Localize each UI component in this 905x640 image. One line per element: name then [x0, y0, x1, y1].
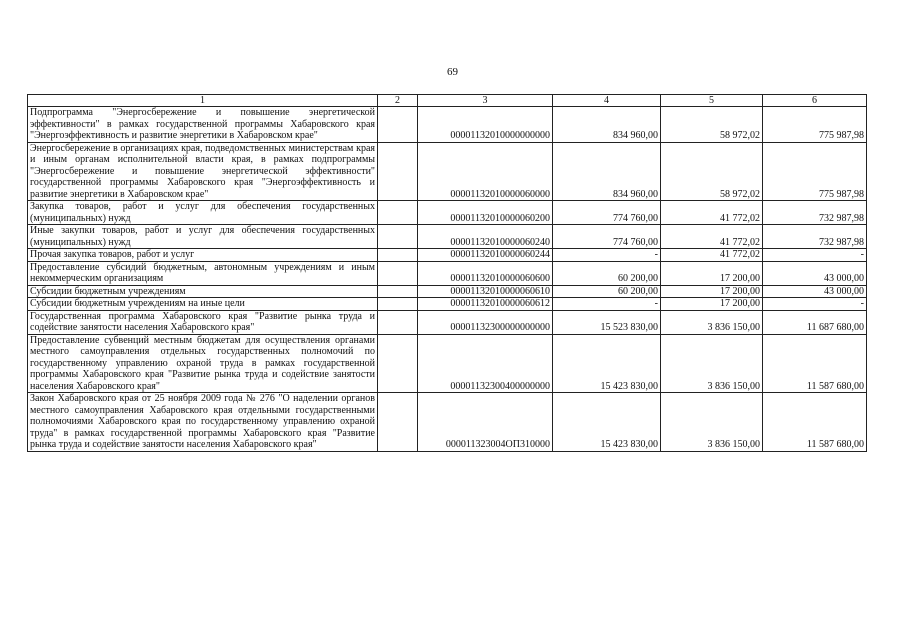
header-col-3: 3 — [418, 95, 553, 107]
header-col-1: 1 — [28, 95, 378, 107]
row-col5: 41 772,02 — [661, 225, 763, 249]
row-col5: 41 772,02 — [661, 249, 763, 262]
row-col6: 43 000,00 — [763, 285, 867, 298]
row-code: 00001132010000000000 — [418, 107, 553, 143]
row-name: Государственная программа Хабаровского края "Развитие рынка труда и содействие занятости населения Хабаровского края" — [28, 310, 378, 334]
row-col5: 17 200,00 — [661, 261, 763, 285]
row-col6: 43 000,00 — [763, 261, 867, 285]
row-code: 00001132010000060000 — [418, 142, 553, 201]
table-row — [28, 107, 867, 143]
row-col5: 17 200,00 — [661, 298, 763, 311]
row-col6: 775 987,98 — [763, 107, 867, 143]
table-row — [28, 285, 867, 298]
row-code: 000011323004ОП310000 — [418, 393, 553, 452]
row-col2 — [378, 393, 418, 452]
table-row — [28, 334, 867, 393]
table-row — [28, 393, 867, 452]
row-col5: 58 972,02 — [661, 107, 763, 143]
row-amount: 834 960,00 — [553, 142, 661, 201]
row-code: 00001132300000000000 — [418, 310, 553, 334]
row-col2 — [378, 107, 418, 143]
table-row — [28, 261, 867, 285]
row-amount: 15 423 830,00 — [553, 334, 661, 393]
row-col6: - — [763, 249, 867, 262]
row-col2 — [378, 225, 418, 249]
row-col6: - — [763, 298, 867, 311]
row-amount: 15 423 830,00 — [553, 393, 661, 452]
row-name: Иные закупки товаров, работ и услуг для обеспечения государственных (муниципальных) нужд — [28, 225, 378, 249]
header-col-6: 6 — [763, 95, 867, 107]
row-amount: 774 760,00 — [553, 225, 661, 249]
row-col6: 11 687 680,00 — [763, 310, 867, 334]
budget-table — [27, 94, 867, 452]
row-name: Закон Хабаровского края от 25 ноября 2009 года № 276 "О наделении органов местного самоуправления Хабаровского края отдельными государственными полномочиями Хабаровского края по государственному управлению охраной труда" в рамках государственной программы Хабаровского края "Развитие рынка труда и содействие занятости населения Хабаровского края" — [28, 393, 378, 452]
row-col6: 732 987,98 — [763, 225, 867, 249]
row-name: Прочая закупка товаров, работ и услуг — [28, 249, 378, 262]
row-col5: 58 972,02 — [661, 142, 763, 201]
row-amount: 60 200,00 — [553, 285, 661, 298]
row-col2 — [378, 334, 418, 393]
table-row — [28, 249, 867, 262]
header-col-2: 2 — [378, 95, 418, 107]
row-code: 00001132010000060610 — [418, 285, 553, 298]
row-col2 — [378, 285, 418, 298]
row-col2 — [378, 310, 418, 334]
row-col5: 41 772,02 — [661, 201, 763, 225]
row-col2 — [378, 298, 418, 311]
row-col2 — [378, 201, 418, 225]
row-code: 00001132010000060612 — [418, 298, 553, 311]
row-name: Предоставление субсидий бюджетным, автономным учреждениям и иным некоммерческим организациям — [28, 261, 378, 285]
row-name: Субсидии бюджетным учреждениям на иные цели — [28, 298, 378, 311]
row-col6: 11 587 680,00 — [763, 393, 867, 452]
row-amount: 834 960,00 — [553, 107, 661, 143]
row-col5: 17 200,00 — [661, 285, 763, 298]
row-code: 00001132010000060244 — [418, 249, 553, 262]
row-code: 00001132010000060600 — [418, 261, 553, 285]
row-code: 00001132300400000000 — [418, 334, 553, 393]
row-name: Подпрограмма "Энергосбережение и повышение энергетической эффективности" в рамках государственной программы Хабаровского края "Энергоэффективность и развитие энергетики в Хабаровском крае" — [28, 107, 378, 143]
row-col6: 732 987,98 — [763, 201, 867, 225]
row-col5: 3 836 150,00 — [661, 310, 763, 334]
row-col2 — [378, 142, 418, 201]
row-amount: - — [553, 249, 661, 262]
row-col5: 3 836 150,00 — [661, 393, 763, 452]
row-col2 — [378, 261, 418, 285]
row-col6: 775 987,98 — [763, 142, 867, 201]
table-header-row — [28, 95, 867, 107]
row-code: 00001132010000060200 — [418, 201, 553, 225]
row-name: Энергосбережение в организациях края, подведомственных министерствам края и иным органам исполнительной власти края, в рамках подпрограммы "Энергосбережение и повышение энергетической эффективности" государственной программы Хабаровского края "Энергоэффективность и развитие энергетики в Хабаровском крае" — [28, 142, 378, 201]
header-col-5: 5 — [661, 95, 763, 107]
header-col-4: 4 — [553, 95, 661, 107]
row-amount: 774 760,00 — [553, 201, 661, 225]
row-amount: 15 523 830,00 — [553, 310, 661, 334]
row-amount: 60 200,00 — [553, 261, 661, 285]
table-row — [28, 142, 867, 201]
row-amount: - — [553, 298, 661, 311]
row-name: Закупка товаров, работ и услуг для обеспечения государственных (муниципальных) нужд — [28, 201, 378, 225]
page-number: 69 — [447, 66, 458, 78]
row-name: Предоставление субвенций местным бюджетам для осуществления органами местного самоуправления отдельных государственных полномочий по государственному управлению охраной труда в рамках государственной программы Хабаровского края "Развитие рынка труда и содействие занятости населения Хабаровского края" — [28, 334, 378, 393]
table-row — [28, 310, 867, 334]
row-col2 — [378, 249, 418, 262]
table-row — [28, 298, 867, 311]
row-name: Субсидии бюджетным учреждениям — [28, 285, 378, 298]
table-row — [28, 225, 867, 249]
row-code: 00001132010000060240 — [418, 225, 553, 249]
table-row — [28, 201, 867, 225]
row-col5: 3 836 150,00 — [661, 334, 763, 393]
row-col6: 11 587 680,00 — [763, 334, 867, 393]
